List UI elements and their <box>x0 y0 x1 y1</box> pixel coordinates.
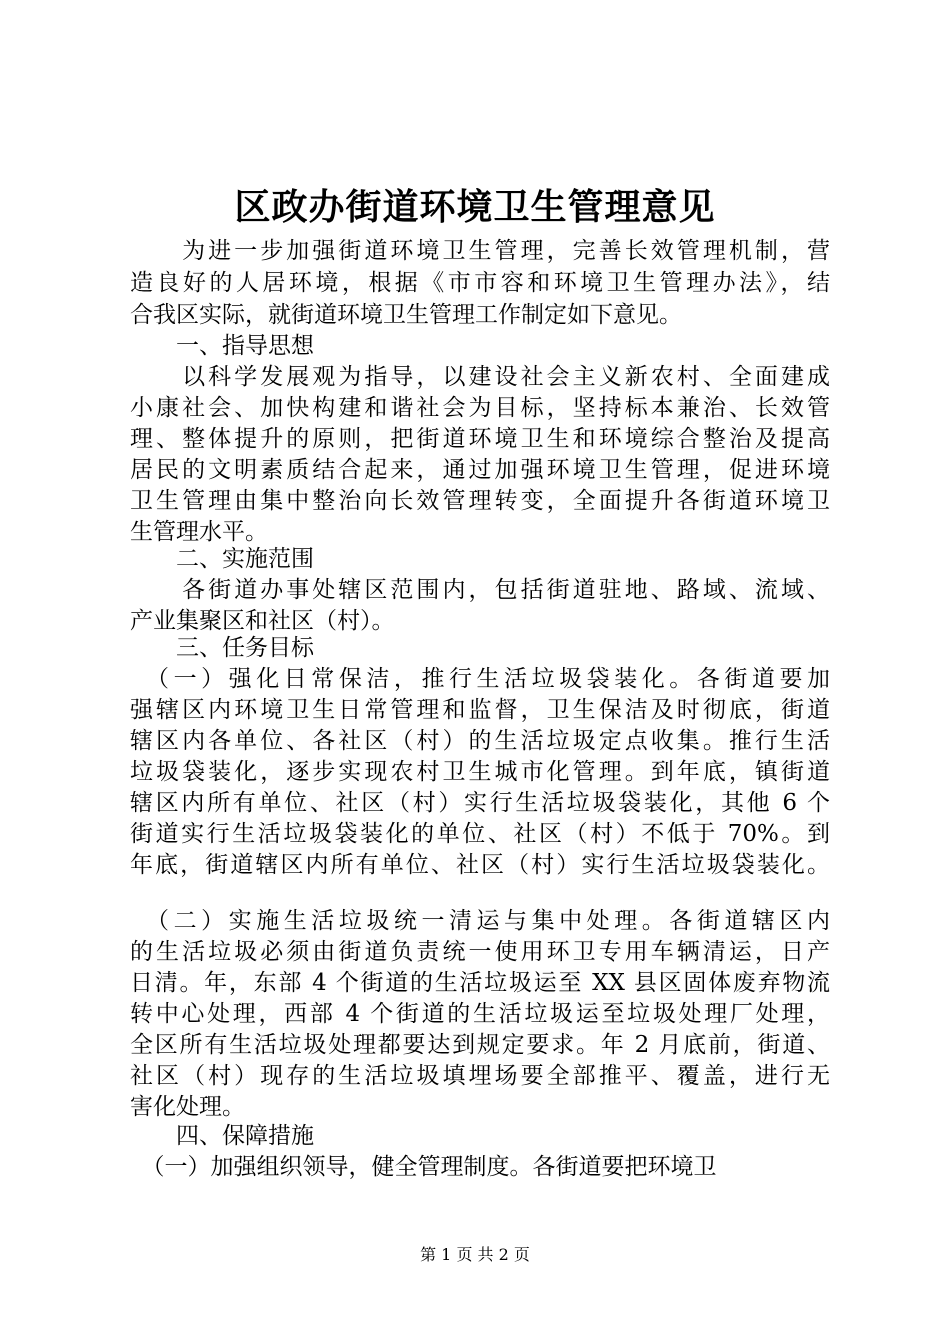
body-line-13: 产业集聚区和社区（村）。 <box>130 608 395 634</box>
body-line-19: 辖区内所有单位、社区（村）实行生活垃圾袋装化，其他 6 个 <box>130 790 830 816</box>
body-line-12: 各街道办事处辖区范围内，包括街道驻地、路域、流域、 <box>130 577 830 603</box>
body-line-22: （二）实施生活垃圾统一清运与集中处理。各街道辖区内 <box>130 908 830 934</box>
body-line-24: 日清。年，东部 4 个街道的生活垃圾运至 XX 县区固体废弃物流 <box>130 970 830 996</box>
section-heading-1: 一、指导思想 <box>130 333 314 359</box>
body-line-20: 街道实行生活垃圾袋装化的单位、社区（村）不低于 70%。到 <box>130 821 830 847</box>
body-line-23: 的生活垃圾必须由街道负责统一使用环卫专用车辆清运，日产 <box>130 939 830 965</box>
page-footer: 第 1 页 共 2 页 <box>420 1245 530 1264</box>
section-heading-2: 二、实施范围 <box>130 546 314 572</box>
section-heading-3: 三、任务目标 <box>130 635 314 661</box>
body-line-21: 年底，街道辖区内所有单位、社区（村）实行生活垃圾袋装化。 <box>130 852 830 878</box>
body-line-10: 生管理水平。 <box>130 519 268 545</box>
body-line-25: 转中心处理，西部 4 个街道的生活垃圾运至垃圾处理厂处理， <box>130 1001 830 1027</box>
section-heading-4: 四、保障措施 <box>130 1123 314 1149</box>
body-line-3: 合我区实际，就街道环境卫生管理工作制定如下意见。 <box>130 302 682 328</box>
body-line-15: （一）强化日常保洁，推行生活垃圾袋装化。各街道要加 <box>130 666 830 692</box>
body-line-17: 辖区内各单位、各社区（村）的生活垃圾定点收集。推行生活 <box>130 728 830 754</box>
body-line-5: 以科学发展观为指导，以建设社会主义新农村、全面建成 <box>130 364 830 390</box>
body-line-7: 理、整体提升的原则，把街道环境卫生和环境综合整治及提高 <box>130 426 830 452</box>
document-title: 区政办街道环境卫生管理意见 <box>234 186 716 228</box>
body-line-8: 居民的文明素质结合起来，通过加强环境卫生管理，促进环境 <box>130 457 830 483</box>
body-line-26: 全区所有生活垃圾处理都要达到规定要求。年 2 月底前，街道、 <box>130 1032 830 1058</box>
body-line-27: 社区（村）现存的生活垃圾填埋场要全部推平、覆盖，进行无 <box>130 1063 830 1089</box>
body-line-28: 害化处理。 <box>130 1094 245 1120</box>
body-line-6: 小康社会、加快构建和谐社会为目标，坚持标本兼治、长效管 <box>130 395 830 421</box>
body-line-30: （一）加强组织领导，健全管理制度。各街道要把环境卫 <box>130 1154 717 1180</box>
body-line-9: 卫生管理由集中整治向长效管理转变，全面提升各街道环境卫 <box>130 488 830 514</box>
body-line-18: 垃圾袋装化，逐步实现农村卫生城市化管理。到年底，镇街道 <box>130 759 830 785</box>
body-line-2: 造良好的人居环境，根据《市市容和环境卫生管理办法》，结 <box>130 270 830 296</box>
body-line-16: 强辖区内环境卫生日常管理和监督，卫生保洁及时彻底，街道 <box>130 697 830 723</box>
body-line-1: 为进一步加强街道环境卫生管理，完善长效管理机制，营 <box>130 238 830 264</box>
